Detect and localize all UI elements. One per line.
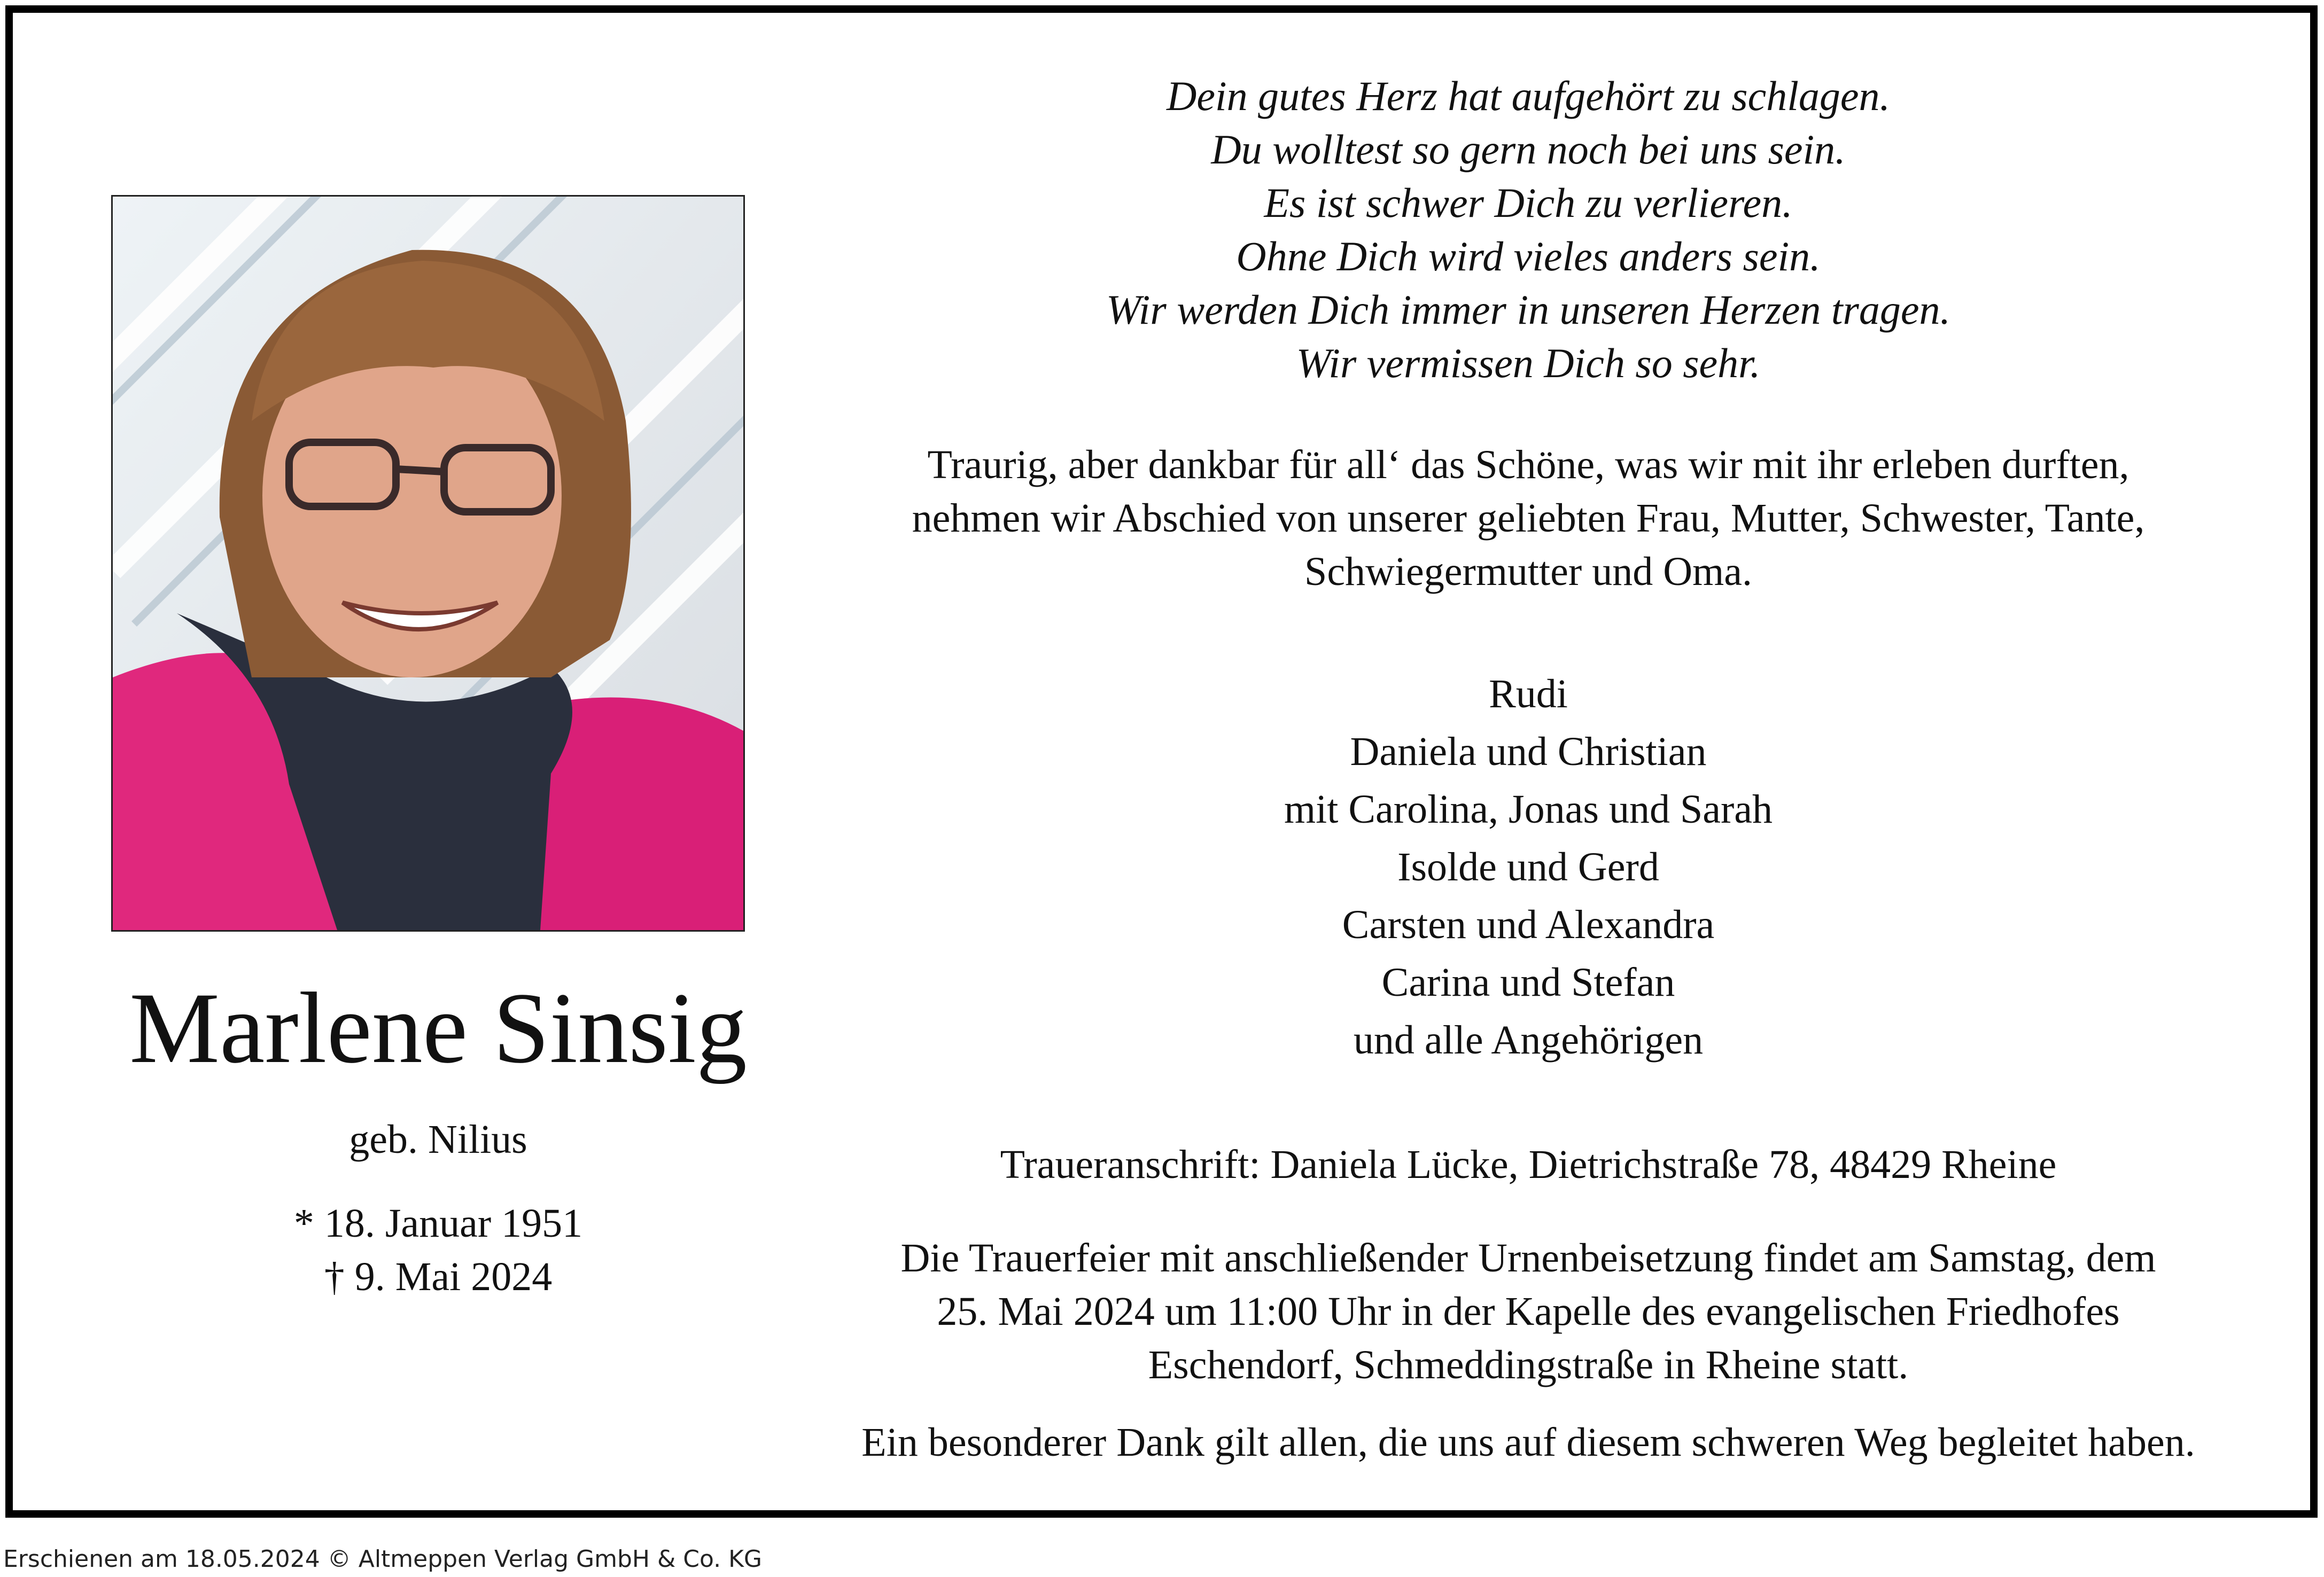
thanks-line: Ein besonderer Dank gilt allen, die uns auf diesem schweren Weg begleitet haben.: [861, 1420, 2195, 1465]
family-member: Isolde und Gerd: [1397, 845, 1659, 889]
farewell-text: [780, 438, 2276, 598]
farewell-line: Schwiegermutter und Oma.: [1304, 549, 1752, 594]
family-member: Daniela und Christian: [1350, 729, 1707, 774]
family-member: Carsten und Alexandra: [1342, 902, 1715, 947]
maiden-name: geb. Nilius: [349, 1117, 527, 1162]
poem-line: Wir werden Dich immer in unseren Herzen tragen.: [1106, 286, 1950, 333]
farewell-line: nehmen wir Abschied von unserer geliebten Frau, Mutter, Schwester, Tante,: [912, 496, 2145, 541]
poem-line: Dein gutes Herz hat aufgehört zu schlagen.: [1166, 73, 1891, 119]
thanks-note: [780, 1416, 2276, 1469]
poem-line: Es ist schwer Dich zu verlieren.: [1264, 179, 1793, 226]
deceased-name: Marlene Sinsig: [129, 972, 747, 1084]
service-line: Eschendorf, Schmeddingstraße in Rheine statt.: [1148, 1342, 1909, 1387]
birth-date: * 18. Januar 1951: [293, 1201, 583, 1246]
poem: [780, 69, 2276, 390]
address-line: Traueranschrift: Daniela Lücke, Dietrichstraße 78, 48429 Rheine: [1000, 1142, 2057, 1187]
family-member: mit Carolina, Jonas und Sarah: [1284, 787, 1773, 832]
portrait-illustration: [113, 197, 743, 930]
portrait-photo: [111, 195, 745, 932]
mourning-address: [780, 1138, 2276, 1191]
family-list: [780, 665, 2276, 1069]
service-line: Die Trauerfeier mit anschließender Urnenbeisetzung findet am Samstag, dem: [900, 1236, 2156, 1281]
poem-line: Du wolltest so gern noch bei uns sein.: [1211, 126, 1846, 173]
family-member: Rudi: [1489, 672, 1568, 716]
family-member: Carina und Stefan: [1381, 960, 1675, 1005]
publication-footer: Erschienen am 18.05.2024 © Altmeppen Verlag GmbH & Co. KG: [3, 1545, 763, 1573]
poem-line: Wir vermissen Dich so sehr.: [1296, 340, 1761, 386]
poem-line: Ohne Dich wird vieles anders sein.: [1236, 233, 1821, 279]
funeral-service-info: [780, 1231, 2276, 1392]
life-dates: [32, 1197, 844, 1303]
farewell-line: Traurig, aber dankbar für all‘ das Schöne, was wir mit ihr erleben durften,: [927, 442, 2129, 487]
service-line: 25. Mai 2024 um 11:00 Uhr in der Kapelle des evangelischen Friedhofes: [937, 1289, 2120, 1334]
family-member: und alle Angehörigen: [1353, 1018, 1704, 1063]
death-date: † 9. Mai 2024: [324, 1254, 553, 1299]
